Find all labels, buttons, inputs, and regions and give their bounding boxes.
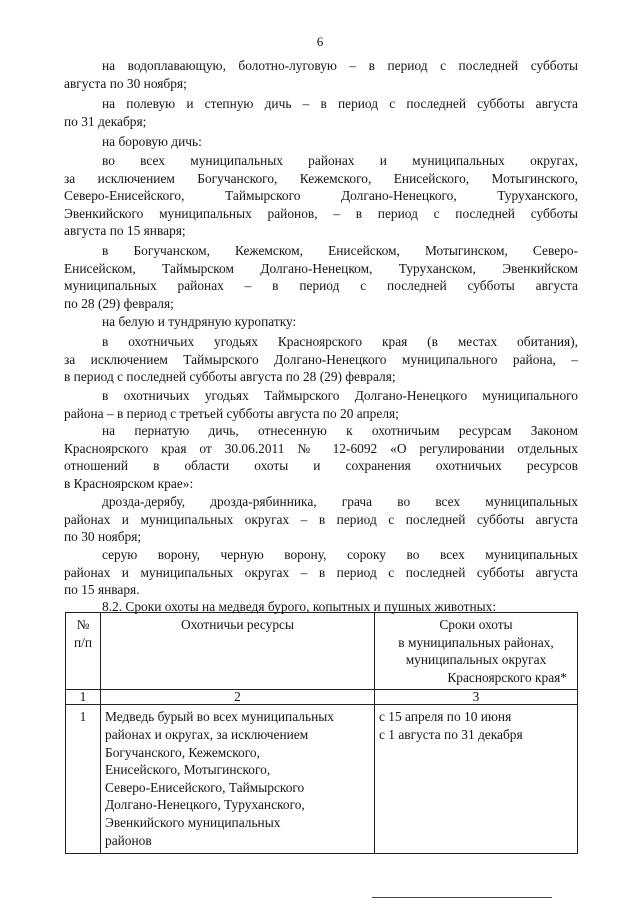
header-periods xyxy=(375,613,578,690)
paragraph xyxy=(64,493,578,546)
text-line: на водоплавающую, болотно-луговую – в период с последней субботы xyxy=(102,58,578,73)
header-periods-line: муниципальных округах xyxy=(405,652,547,668)
text-line: Эвенкийского муниципальных районов, – в период с последней субботы xyxy=(64,205,578,221)
text-line: по 28 (29) февраля; xyxy=(64,295,174,311)
header-number xyxy=(66,613,101,690)
text-line: в Красноярском крае»: xyxy=(64,475,194,491)
resource-line: Енисейского, Мотыгинского, xyxy=(105,762,271,778)
row-periods xyxy=(375,705,578,854)
row-number: 1 xyxy=(66,705,101,854)
text-line: районах и муниципальных округах – в период с последней субботы августа xyxy=(64,564,578,580)
table-row xyxy=(66,705,578,854)
page-number: 6 xyxy=(316,34,324,49)
paragraph xyxy=(64,546,578,599)
column-number: 2 xyxy=(101,690,375,705)
text-line: района – в период с третьей субботы августа по 20 апреля; xyxy=(64,405,399,421)
resource-line: Северо-Енисейского, Таймырского xyxy=(105,779,305,795)
period-line: с 15 апреля по 10 июня xyxy=(379,709,512,725)
table-header-row xyxy=(66,613,578,690)
text-line: на белую и тундряную куропатку: xyxy=(102,314,297,329)
text-line: за исключением Таймырского Долгано-Ненецкого муниципального района, – xyxy=(64,351,578,367)
text-line: августа по 30 ноября; xyxy=(64,75,187,91)
column-number: 1 xyxy=(66,690,101,705)
paragraph xyxy=(64,57,578,92)
footer-rule xyxy=(372,897,552,898)
column-number: 3 xyxy=(375,690,578,705)
resource-line: Эвенкийского муниципальных xyxy=(105,814,281,830)
text-line: дрозда-дерябу, дрозда-рябинника, грача во всех муниципальных xyxy=(102,494,578,509)
text-line: в Богучанском, Кежемском, Енисейском, Мотыгинском, Северо- xyxy=(102,243,578,258)
row-resource xyxy=(101,705,375,854)
text-line: в охотничьих угодьях Таймырского Долгано-Ненецкого муниципального xyxy=(102,388,578,403)
resource-line: районах и округах, за исключением xyxy=(105,726,309,742)
text-line: в период с последней субботы августа по 28 (29) февраля; xyxy=(64,369,396,385)
resource-line: Долгано-Ненецкого, Туруханского, xyxy=(105,797,305,813)
text-line: Енисейском, Таймырском Долгано-Ненецком, Туруханском, Эвенкийском xyxy=(64,260,578,276)
header-periods-line: Сроки охоты xyxy=(439,617,513,632)
text-line: Красноярского края от 30.06.2011 № 12-6092 «О регулировании отдельных xyxy=(64,440,578,456)
text-line: августа по 15 января; xyxy=(64,223,186,239)
text-line: муниципальных районах – в период с последней субботы августа xyxy=(64,278,578,294)
paragraph xyxy=(64,313,578,331)
header-resources: Охотничьи ресурсы xyxy=(101,613,375,690)
text-line: на полевую и степную дичь – в период с последней субботы августа xyxy=(102,96,578,111)
text-line: в охотничьих угодьях Красноярского края (в местах обитания), xyxy=(102,334,578,349)
text-line: на боровую дичь: xyxy=(102,134,202,149)
text-line: во всех муниципальных районах и муниципальных округах, xyxy=(102,153,578,168)
paragraph xyxy=(64,152,578,240)
column-number-row xyxy=(66,690,578,705)
paragraph xyxy=(64,133,578,151)
paragraph xyxy=(64,387,578,422)
header-number-line: п/п xyxy=(73,634,93,650)
resource-line: районов xyxy=(105,832,152,848)
text-line: на пернатую дичь, отнесенную к охотничьим ресурсам Законом xyxy=(102,423,578,438)
header-periods-line: Красноярского края* xyxy=(447,669,567,685)
paragraph xyxy=(64,333,578,386)
text-line: серую ворону, черную ворону, сороку во всех муниципальных xyxy=(102,547,578,562)
header-number-line: № xyxy=(76,617,90,632)
paragraph xyxy=(64,242,578,312)
text-line: районах и муниципальных округах – в период с последней субботы августа xyxy=(64,511,578,527)
text-line: по 31 декабря; xyxy=(64,113,147,129)
header-periods-line: в муниципальных районах, xyxy=(398,634,554,650)
hunting-periods-table xyxy=(65,612,578,854)
period-line: с 1 августа по 31 декабря xyxy=(379,726,523,742)
resource-line: Богучанского, Кежемского, xyxy=(105,744,260,760)
paragraph xyxy=(64,95,578,130)
text-line: по 15 января. xyxy=(64,582,140,598)
text-line: 8.2. Сроки охоты на медведя бурого, копытных и пушных животных: xyxy=(102,599,497,614)
text-line: Северо-Енисейского, Таймырского Долгано-Ненецкого, Туруханского, xyxy=(64,188,578,204)
paragraph xyxy=(64,422,578,492)
resource-line: Медведь бурый во всех муниципальных xyxy=(105,709,334,725)
text-line: отношений в области охоты и сохранения охотничьих ресурсов xyxy=(64,458,578,474)
text-line: за исключением Богучанского, Кежемского, Енисейского, Мотыгинского, xyxy=(64,170,578,186)
text-line: по 30 ноября; xyxy=(64,529,142,545)
